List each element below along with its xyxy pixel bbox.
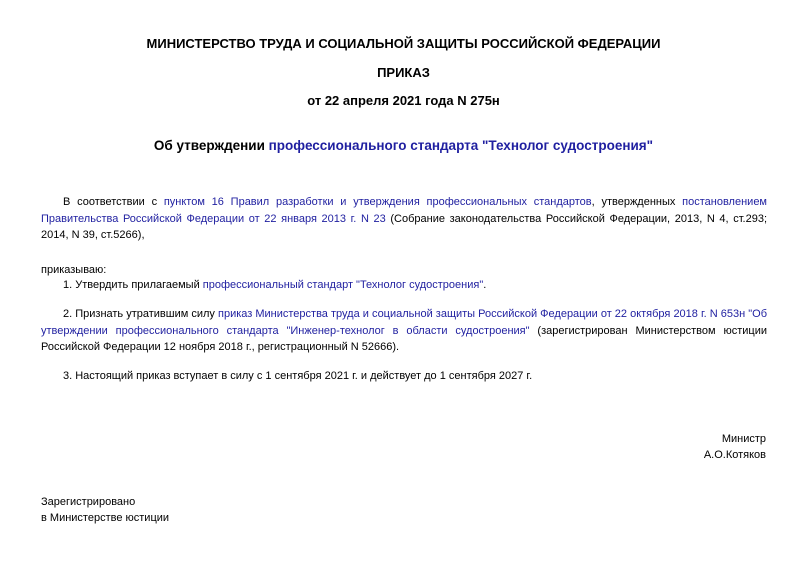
document-date: от 22 апреля 2021 года N 275н	[307, 93, 500, 108]
item-2-paragraph	[41, 306, 767, 356]
rules-clause-link[interactable]: пунктом 16 Правил разработки и утверждения профессиональных стандартов	[163, 196, 592, 208]
title-standard-link[interactable]: профессионального стандарта "Технолог судостроения"	[268, 138, 654, 153]
previous-order-link[interactable]: приказ Министерства труда и социальной защиты Российской Федерации от 22 октября 2018 г. N 653н "Об утверждении профессионального стандарта "Инженер-технолог в области судостроения"	[41, 308, 768, 337]
government-resolution-link[interactable]: постановлением Правительства Российской Федерации от 22 января 2013 г. N 23	[41, 196, 767, 225]
item-3-paragraph: 3. Настоящий приказ вступает в силу с 1 сентября 2021 г. и действует до 1 сентября 2027 г.	[63, 370, 533, 382]
registration-line-1: Зарегистрировано	[41, 496, 136, 508]
order-word: приказываю:	[41, 264, 107, 276]
document-kind: ПРИКАЗ	[377, 65, 430, 80]
item-1-paragraph	[41, 277, 767, 294]
item-2-text-1: 2. Признать утратившим силу	[63, 308, 218, 320]
document-title	[0, 138, 807, 154]
item-1-text-1: 1. Утвердить прилагаемый	[63, 279, 203, 291]
title-prefix: Об утверждении	[153, 138, 269, 153]
signatory-name: А.О.Котяков	[703, 449, 766, 461]
standard-link[interactable]: профессиональный стандарт "Технолог судостроения"	[202, 279, 484, 291]
item-2-text-2: (зарегистрирован Министерством юстиции Российской Федерации 12 ноября 2018 г., регистрационный N 52666).	[41, 324, 767, 353]
preamble-text-2: , утвержденных	[591, 196, 683, 208]
item-1-text-2: .	[483, 279, 487, 291]
preamble-text-1: В соответствии с	[63, 196, 164, 208]
registration-line-2: в Министерстве юстиции	[41, 512, 170, 524]
preamble-text-3: (Собрание законодательства Российской Федерации, 2013, N 4, ст.293; 2014, N 39, ст.5266),	[41, 212, 768, 241]
ministry-name: МИНИСТЕРСТВО ТРУДА И СОЦИАЛЬНОЙ ЗАЩИТЫ РОССИЙСКОЙ ФЕДЕРАЦИИ	[146, 36, 661, 51]
preamble-paragraph	[41, 194, 767, 244]
signatory-role: Министр	[721, 433, 766, 445]
